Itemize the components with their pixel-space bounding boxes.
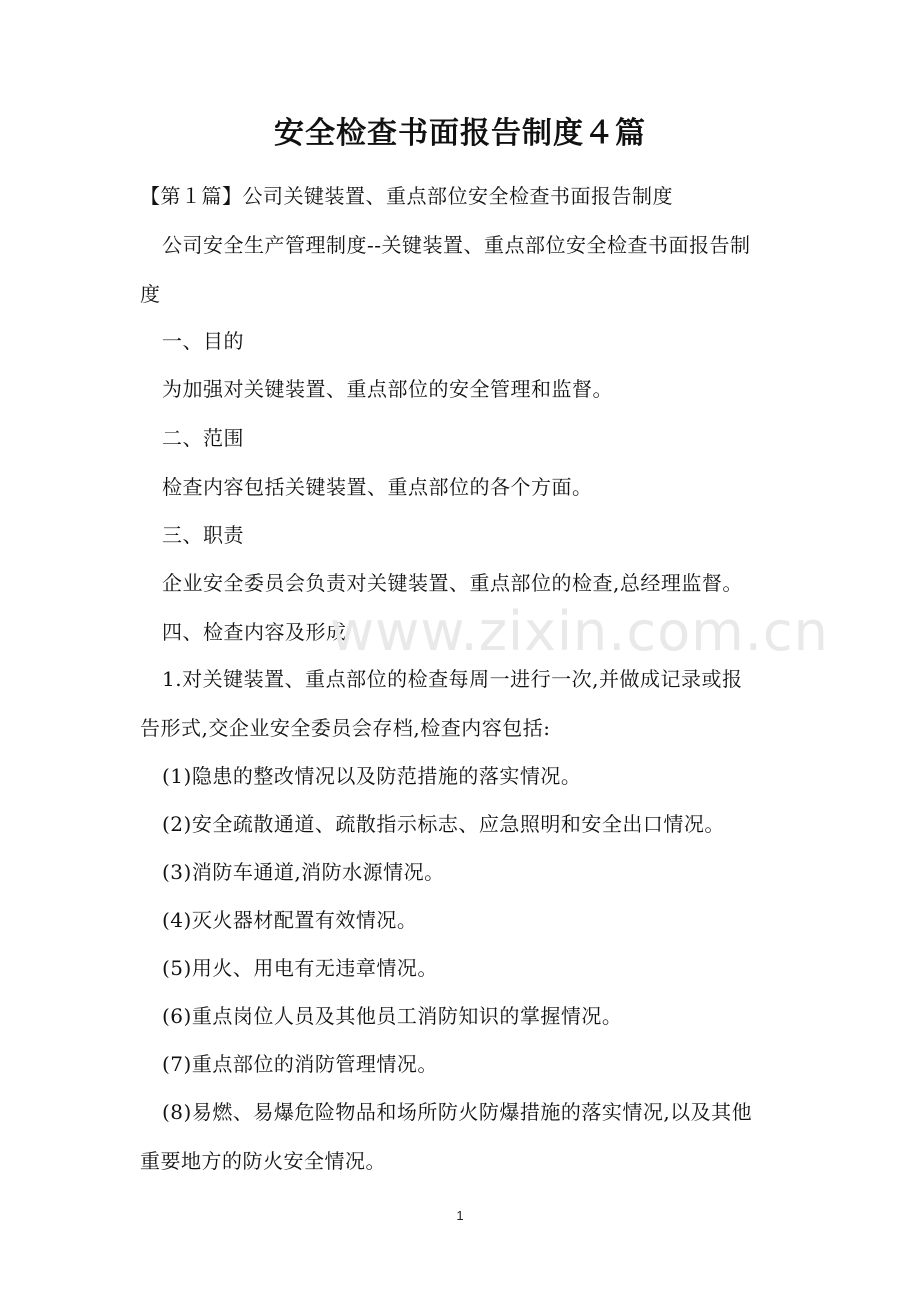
list-item: (6)重点岗位人员及其他员工消防知识的掌握情况。 bbox=[162, 1004, 623, 1028]
page-number: 1 bbox=[456, 1208, 464, 1223]
subheading-duties: 三、职责 bbox=[162, 523, 244, 547]
watermark: www.zixin.com.cn bbox=[330, 600, 829, 663]
list-item: (4)灭火器材配置有效情况。 bbox=[162, 908, 418, 932]
list-item: (8)易燃、易爆危险物品和场所防火防爆措施的落实情况,以及其他 bbox=[162, 1100, 753, 1124]
list-item: (3)消防车通道,消防水源情况。 bbox=[162, 860, 445, 884]
paragraph-line: 度 bbox=[140, 282, 161, 306]
paragraph-line: 为加强对关键装置、重点部位的安全管理和监督。 bbox=[162, 377, 613, 401]
paragraph-line: 公司安全生产管理制度--关键装置、重点部位安全检查书面报告制 bbox=[162, 233, 751, 257]
paragraph-line: 检查内容包括关键装置、重点部位的各个方面。 bbox=[162, 475, 593, 499]
list-item: (2)安全疏散通道、疏散指示标志、应急照明和安全出口情况。 bbox=[162, 812, 725, 836]
paragraph-line: 告形式,交企业安全委员会存档,检查内容包括: bbox=[140, 716, 551, 740]
subheading-inspection: 四、检查内容及形成 bbox=[162, 620, 347, 644]
list-item: (7)重点部位的消防管理情况。 bbox=[162, 1052, 438, 1076]
section-heading: 【第１篇】公司关键装置、重点部位安全检查书面报告制度 bbox=[140, 184, 673, 208]
paragraph-line: 重要地方的防火安全情况。 bbox=[140, 1149, 386, 1173]
paragraph-line: 企业安全委员会负责对关键装置、重点部位的检查,总经理监督。 bbox=[162, 571, 743, 595]
paragraph-line: 1.对关键装置、重点部位的检查每周一进行一次,并做成记录或报 bbox=[162, 667, 743, 691]
document-title: 安全检查书面报告制度４篇 bbox=[274, 116, 646, 151]
subheading-scope: 二、范围 bbox=[162, 426, 244, 450]
list-item: (1)隐患的整改情况以及防范措施的落实情况。 bbox=[162, 764, 582, 788]
list-item: (5)用火、用电有无违章情况。 bbox=[162, 956, 438, 980]
subheading-purpose: 一、目的 bbox=[162, 329, 244, 353]
